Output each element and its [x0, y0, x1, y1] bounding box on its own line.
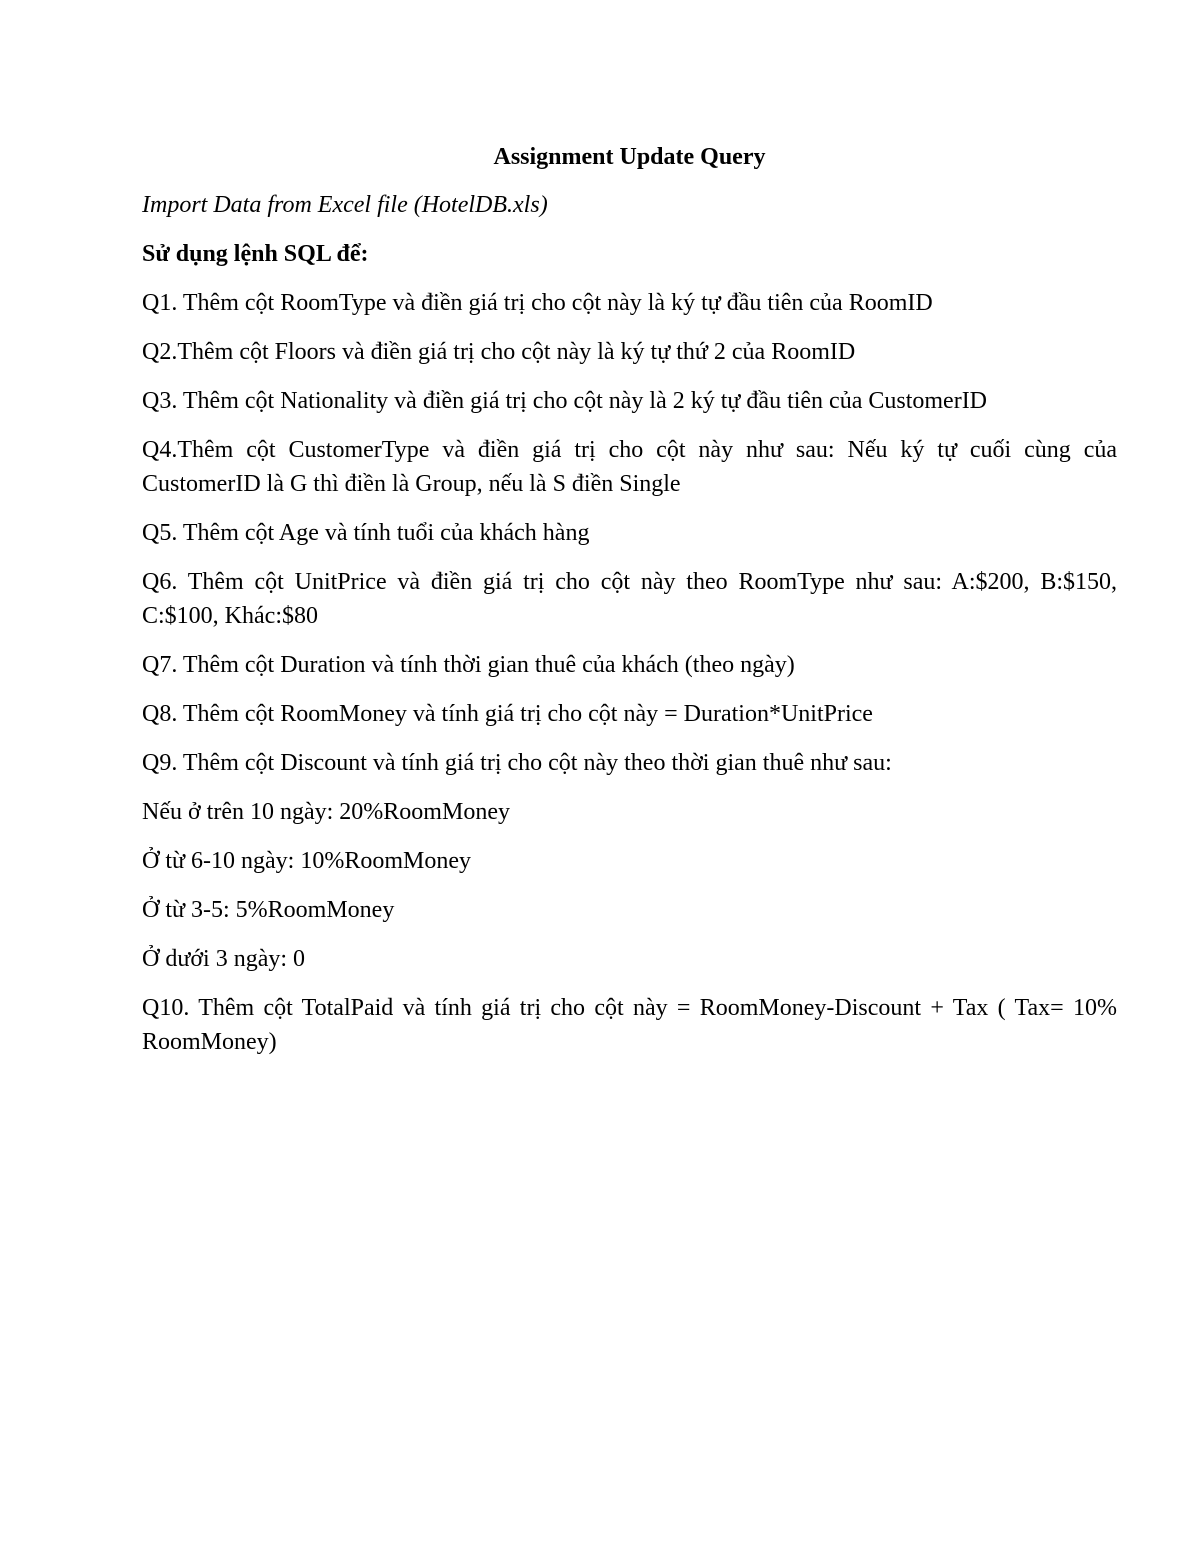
- question-7: Q7. Thêm cột Duration và tính thời gian thuê của khách (theo ngày): [142, 652, 795, 678]
- document-body: [142, 140, 1117, 1074]
- question-5: Q5. Thêm cột Age và tính tuổi của khách hàng: [142, 520, 590, 546]
- question-8: Q8. Thêm cột RoomMoney và tính giá trị cho cột này = Duration*UnitPrice: [142, 701, 873, 727]
- discount-rule-6-10-days: Ở từ 6-10 ngày: 10%RoomMoney: [142, 848, 471, 874]
- question-10: Q10. Thêm cột TotalPaid và tính giá trị cho cột này = RoomMoney-Discount + Tax ( Tax= 10% RoomMoney): [142, 995, 1117, 1055]
- document-subtitle: Import Data from Excel file (HotelDB.xls): [142, 192, 548, 218]
- discount-rule-under-3-days: Ở dưới 3 ngày: 0: [142, 946, 306, 972]
- question-2: Q2.Thêm cột Floors và điền giá trị cho cột này là ký tự thứ 2 của RoomID: [142, 339, 856, 365]
- document-title: Assignment Update Query: [493, 144, 766, 170]
- question-1: Q1. Thêm cột RoomType và điền giá trị cho cột này là ký tự đầu tiên của RoomID: [142, 290, 933, 316]
- question-4: Q4.Thêm cột CustomerType và điền giá trị cho cột này như sau: Nếu ký tự cuối cùng của CustomerID là G thì điền là Group, nếu là S điền Single: [142, 437, 1117, 497]
- question-9: Q9. Thêm cột Discount và tính giá trị cho cột này theo thời gian thuê như sau:: [142, 750, 892, 776]
- question-6: Q6. Thêm cột UnitPrice và điền giá trị cho cột này theo RoomType như sau: A:$200, B:$150, C:$100, Khác:$80: [142, 569, 1117, 629]
- discount-rule-3-5-days: Ở từ 3-5: 5%RoomMoney: [142, 897, 395, 923]
- question-3: Q3. Thêm cột Nationality và điền giá trị cho cột này là 2 ký tự đầu tiên của CustomerID: [142, 388, 988, 414]
- discount-rule-over-10-days: Nếu ở trên 10 ngày: 20%RoomMoney: [142, 799, 510, 825]
- section-heading: Sử dụng lệnh SQL để:: [142, 241, 369, 267]
